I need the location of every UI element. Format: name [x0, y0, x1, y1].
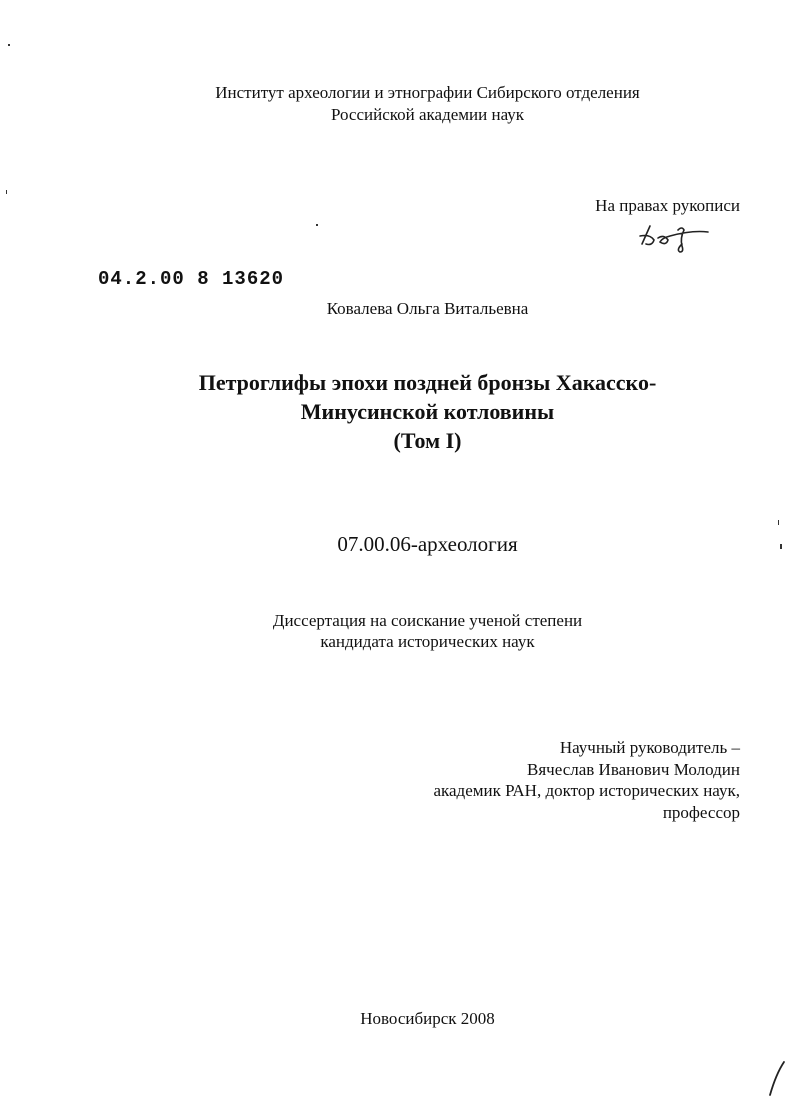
city-year: Новосибирск 2008	[360, 1009, 495, 1028]
institute-line-1: Институт археологии и этнографии Сибирского отделения	[215, 83, 640, 102]
title-line-2: Минусинской котловины	[300, 399, 555, 424]
degree-line-2: кандидата исторических наук	[320, 632, 535, 651]
specialty-code: 07.00.06-археология	[337, 532, 518, 556]
scan-speck	[8, 44, 10, 46]
scan-speck	[778, 520, 779, 525]
scan-speck	[316, 224, 318, 226]
signature-icon	[632, 220, 712, 256]
institute-line-2: Российской академии наук	[330, 105, 525, 124]
scan-speck	[6, 190, 7, 194]
manuscript-note: На правах рукописи	[595, 196, 740, 215]
supervisor-line-4: профессор	[662, 802, 740, 822]
title-line-1: Петроглифы эпохи поздней бронзы Хакасско-	[198, 370, 657, 395]
supervisor-line-2: Вячеслав Иванович Молодин	[527, 759, 740, 779]
scan-speck	[780, 544, 782, 549]
scan-edge-mark	[760, 1060, 790, 1097]
author-name: Ковалева Ольга Витальевна	[326, 299, 529, 318]
title-line-3: (Том I)	[393, 428, 462, 453]
supervisor-line-1: Научный руководитель –	[559, 738, 740, 757]
degree-statement	[30, 610, 795, 652]
dissertation-title	[30, 368, 795, 455]
degree-line-1: Диссертация на соискание ученой степени	[272, 611, 583, 630]
supervisor-line-3: академик РАН, доктор исторических наук,	[433, 781, 740, 800]
institute-header	[30, 82, 795, 126]
supervisor-block	[433, 737, 740, 823]
library-stamp-number: 04.2.00 8 13620	[98, 268, 285, 290]
